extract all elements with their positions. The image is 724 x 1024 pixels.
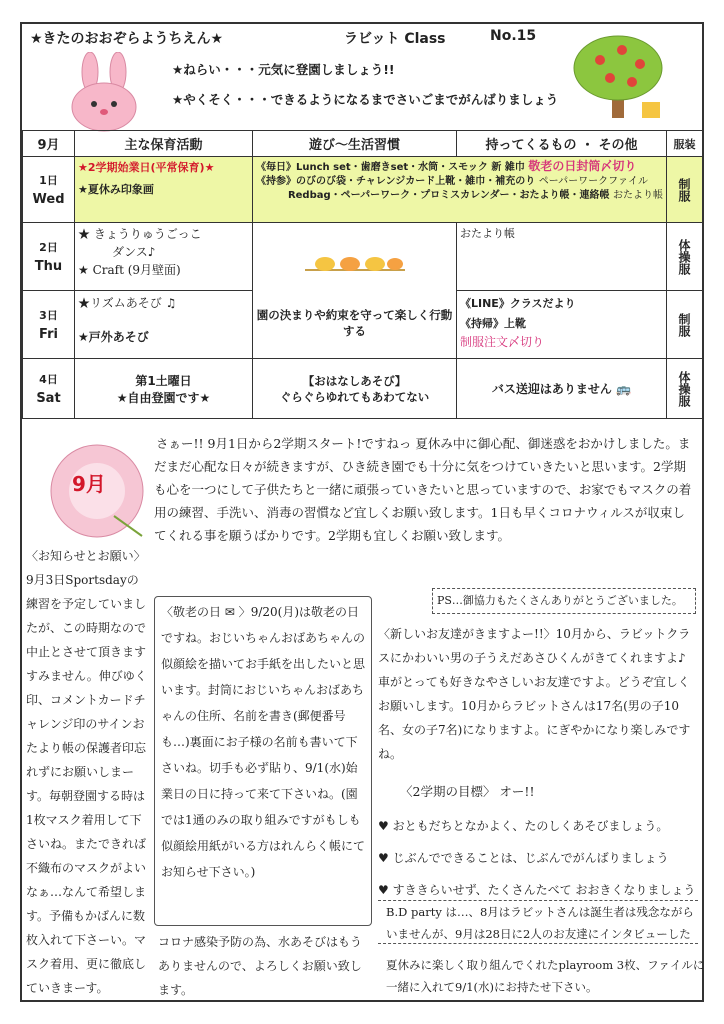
daily-note: 新 雑巾 (491, 162, 525, 173)
activity-text: ★2学期始業日(平常保育)★ (78, 161, 215, 174)
keiro-title: 〈敬老の日 ✉ 〉 (161, 605, 251, 619)
day-date: 2日 (39, 241, 58, 254)
deadline-text: 制服注文〆切り (460, 335, 545, 349)
table-row (23, 157, 703, 223)
sparrows-icon (295, 242, 415, 282)
play-text: 園の決まりや約束を守って楽しく行動する (256, 308, 453, 338)
clothes-text: 体操服 (677, 238, 691, 275)
keiro-box (154, 596, 372, 926)
clothes-text: 体操服 (677, 370, 691, 407)
daily-items: 《毎日》Lunch set・歯磨きset・水筒・スモック (256, 162, 488, 173)
clothes-header: 服装 (667, 131, 703, 157)
activity-text: 第1土曜日 ★自由登園です★ (75, 359, 253, 419)
return-note: おたより帳 (613, 190, 663, 201)
newsletter-page (20, 22, 704, 1002)
rabbit-icon (60, 52, 150, 132)
activity-text: ★ きょうりゅうごっこ (78, 227, 202, 241)
ps-text: PS…御協力もたくさんありがとうございました。 (437, 594, 683, 607)
activity-text: ★ Craft (9月壁面) (78, 263, 181, 277)
apple-tree-icon (570, 32, 670, 124)
schedule-table (22, 130, 703, 419)
month-badge: 9月 (72, 472, 106, 496)
day-weekday: Thu (34, 259, 63, 274)
day-date: 4日 (39, 373, 58, 386)
intro-text: さぁー!! 9月1日から2学期スタート!ですねっ 夏休み中に御心配、御迷惑をおかけしました。まだまだ心配な日々が続きますが、ひき続き園でも十分に気をつけていきたいと思います。2学期も心を一つにして子供たちと一緒に頑張っていきたいと思っていますので、お家でもマスクの着用の練習、手洗い、消毒の習慣など宜しくお願い致します。1日も早くコロナウィルスが収束してくれる事を願うばかりです。2学期も宜しくお願い致します。 (154, 436, 692, 543)
activity-header: 主な保育活動 (75, 131, 253, 157)
activity-text: ダンス♪ (112, 245, 156, 259)
playroom-text: 夏休みに楽しく取り組んでくれたplayroom 3枚、ファイルに一緒に入れて9/1(水)にお持たせ下さい。 (386, 958, 705, 994)
paperwork-note: ペーパーワークファイル (538, 176, 648, 187)
activity-text: ★リズムあそび ♫ (78, 296, 177, 310)
day-weekday: Fri (39, 327, 58, 342)
bus-text: バス送迎はありません (491, 382, 612, 396)
bd-party-text: B.D party は…、8月はラビットさんは誕生者は残念ながらいませんが、9月は28日に2人のお友達にインタビューした (386, 905, 694, 941)
clothes-text: 制服 (677, 177, 691, 202)
table-row (23, 359, 703, 419)
day-weekday: Wed (32, 192, 65, 207)
bus-icon: 🚌 (616, 382, 632, 396)
day-date: 1日 (39, 174, 58, 187)
ps-box (432, 588, 696, 614)
month-header: 9月 (23, 131, 75, 157)
goal-item: ♥ じぶんでできることは、じぶんでがんばりましょう (378, 851, 669, 865)
table-row (23, 223, 703, 291)
day-date: 3日 (39, 309, 58, 322)
bring-items: 《持参》のびのび袋・チャレンジカード上靴・雑巾・補充のり (256, 176, 536, 187)
return-items: Redbag・ペーパーワーク・プロミスカレンダー・おたより帳・連絡帳 (287, 190, 610, 201)
story-text: ぐらぐらゆれてもあわてない (279, 389, 430, 404)
goal-item: ♥ おともだちとなかよく、たのしくあそびましょう。 (378, 819, 669, 833)
day-weekday: Sat (36, 391, 61, 406)
line-text: 《LINE》クラスだより (460, 297, 576, 310)
bd-party-box (378, 900, 698, 944)
notice-text: 〈お知らせとお願い〉9月3日Sportsdayの練習を予定していましたが、この時期なので中止とさせて頂きますすみません。伸びゆく印、コメントカードチャレンジ印のサインおたより帳の保護者印忘れずにお願いしまーす。毎朝登園する時は1枚マスク着用して下さいね。またできれば不織布のマスクがよいなぁ…なんて希望します。予備もかばんに数枚入れて下さーい。マスク着用、更に徹底していきまーす。 (26, 549, 147, 995)
school-name: ★きたのおおぞらようちえん★ (30, 31, 224, 47)
goals-list (378, 810, 695, 906)
activity-text: ★夏休み印象画 (78, 183, 154, 196)
bring-text: おたより帳 (460, 227, 515, 240)
goal-item: ♥ すききらいせず、たくさんたべて おおきくなりましょう (378, 883, 696, 897)
play-header: 遊び～生活習慣 (253, 131, 457, 157)
keiro-text: 9/20(月)は敬老の日ですね。おじいちゃんおばあちゃんの似顔絵を描いてお手紙を出したいと思います。封筒におじいちゃんおばあちゃんの住所、名前を書き(郵便番号も…)裏面にお子様の名前も書いて下さいね。切手も必ず貼り、9/1(水)始業日の日に持って来て下さいね。(園では1通のみの取り組みですがもしも似顔絵用紙がいる方はれんらく帳にてお知らせ下さい。) (161, 605, 366, 879)
keiro-deadline: 敬老の日封筒〆切り (528, 159, 637, 173)
covid-text: コロナ感染予防の為、水あそびはもうありませんので、よろしくお願い致します。 (158, 935, 363, 997)
story-title: 【おはなしあそび】 (302, 373, 407, 388)
return-text: 《持帰》上靴 (460, 317, 526, 330)
goals-title: 〈2学期の目標〉 オー!! (400, 784, 535, 799)
class-name: ラビット Class (344, 31, 446, 47)
clothes-text: 制服 (677, 312, 691, 337)
bring-header: 持ってくるもの ・ その他 (457, 131, 667, 157)
activity-text: ★戸外あそび (78, 330, 149, 344)
issue-number: No.15 (490, 28, 537, 44)
aim-text: ★ねらい・・・元気に登園しましょう!! (172, 62, 395, 77)
new-friend-text: 〈新しいお友達がきますよー!!〉10月から、ラビットクラスにかわいい男の子うえだあさひくんがきてくれますよ♪車がとっても好きなやさしいお友達ですよ。どうぞ宜しくお願いします。10月からラビットさんは17名(男の子10名、女の子7名)になりますよ。にぎやかになり楽しみですね。 (378, 627, 691, 761)
promise-text: ★やくそく・・・できるようになるまでさいごまでがんばりましょう (172, 92, 559, 107)
